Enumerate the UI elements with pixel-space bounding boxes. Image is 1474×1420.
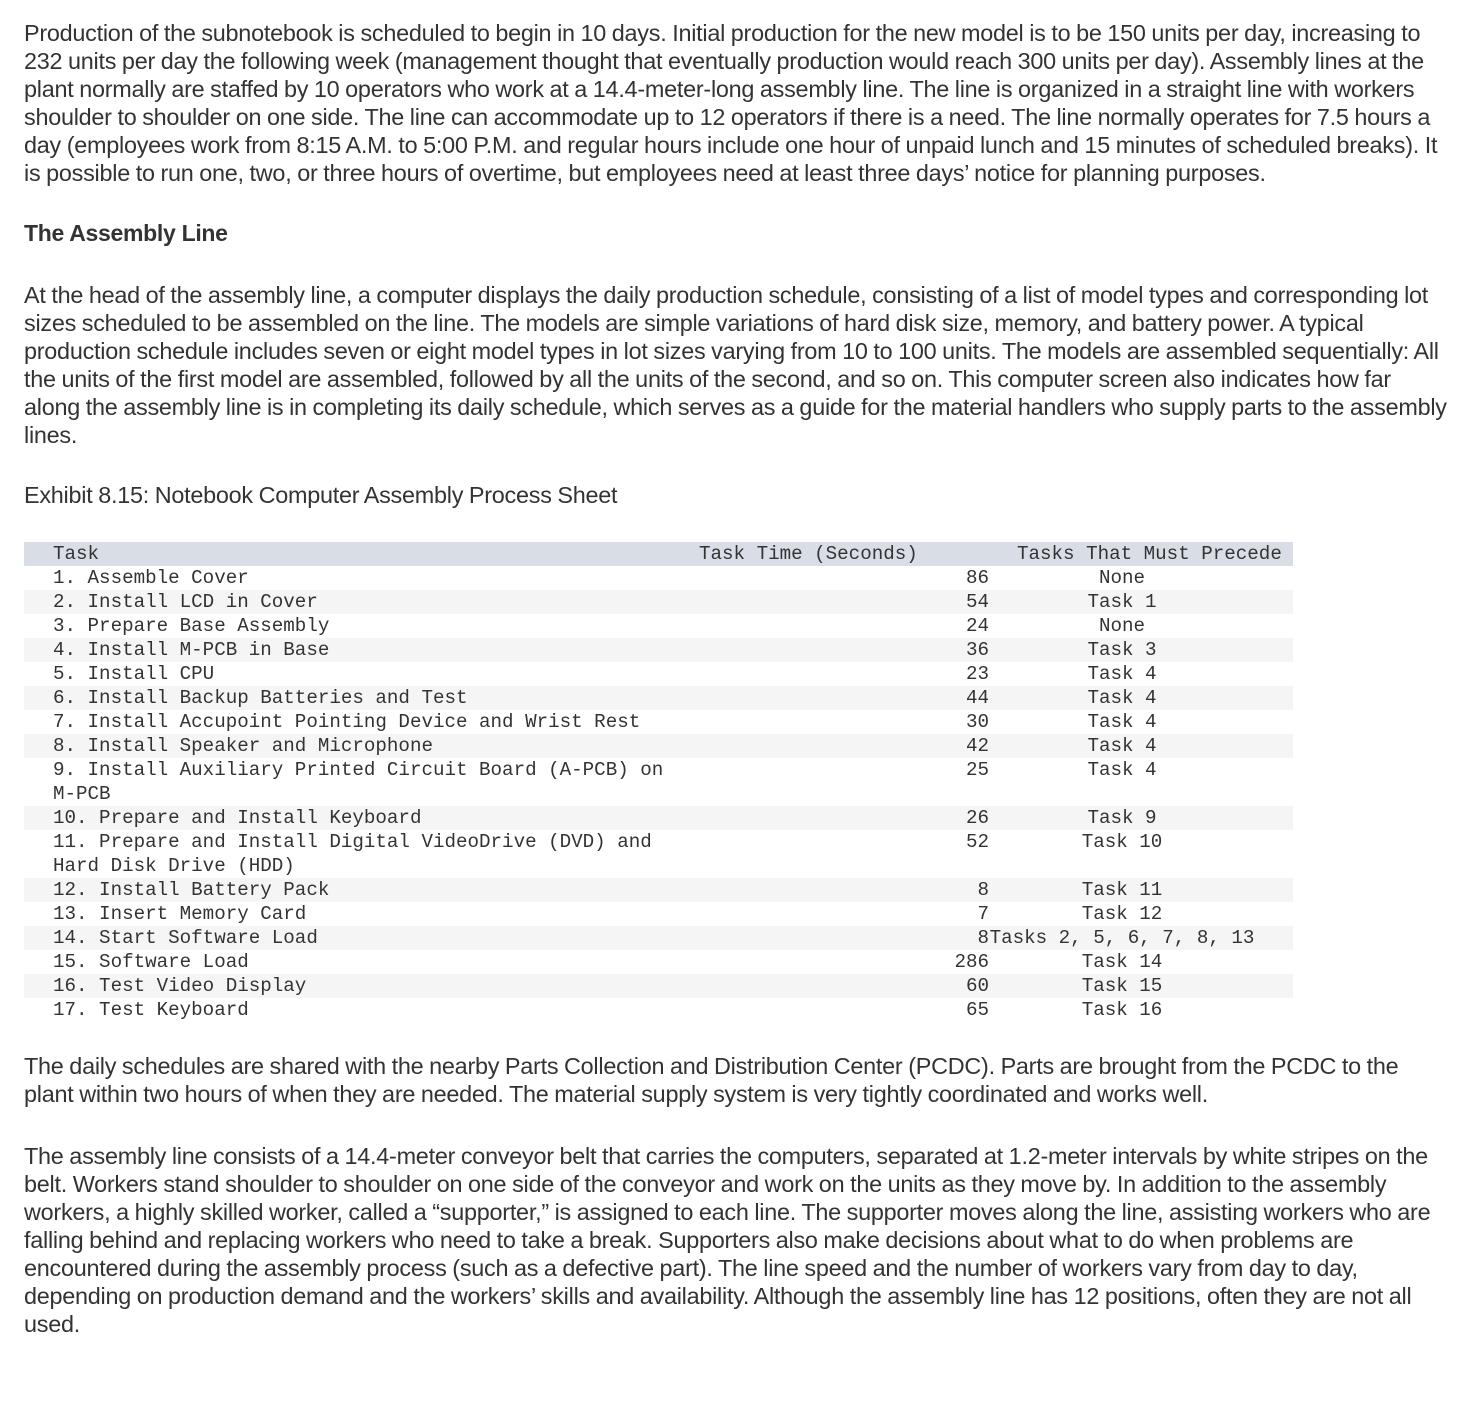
- cell-task: 5. Install CPU: [53, 663, 215, 685]
- table-row: [24, 734, 1293, 758]
- cell-precede: Task 3: [1087, 639, 1157, 661]
- conveyor-paragraph: The assembly line consists of a 14.4-meter conveyor belt that carries the computers, separated at 1.2-meter intervals by white stripes on the belt. Workers stand shoulder to shoulder on one side of the conveyor and work on the units as they move by. In addition to the assembly workers, a highly skilled worker, called a “supporter,” is assigned to each line. The supporter moves along the line, assisting workers who are falling behind and replacing workers who need to take a break. Supporters also make decisions about what to do when problems are encountered during the assembly process (such as a defective part). The line speed and the number of workers vary from day to day, depending on production demand and the workers’ skills and availability. Although the assembly line has 12 positions, often they are not all used.: [24, 1143, 1431, 1337]
- cell-task: 17. Test Keyboard: [53, 999, 249, 1021]
- table-row: [24, 902, 1293, 926]
- cell-time: 8: [977, 927, 989, 949]
- header-task: Task: [53, 543, 100, 565]
- cell-time: 86: [965, 567, 989, 589]
- cell-time: 26: [965, 807, 989, 829]
- header-precede: Tasks That Must Precede: [1017, 543, 1282, 565]
- table-row: [24, 686, 1293, 710]
- assembly-head-paragraph: At the head of the assembly line, a computer displays the daily production schedule, consisting of a list of model types and corresponding lot sizes scheduled to be assembled on the line. The models are simple variations of hard disk size, memory, and battery power. A typical production schedule includes seven or eight model types in lot sizes varying from 10 to 100 units. The models are assembled sequentially: All the units of the first model are assembled, followed by all the units of the second, and so on. This computer screen also indicates how far along the assembly line is in completing its daily schedule, which serves as a guide for the material handlers who supply parts to the assembly lines.: [24, 282, 1447, 448]
- cell-task: 6. Install Backup Batteries and Test: [53, 687, 468, 709]
- exhibit-caption: Exhibit 8.15: Notebook Computer Assembly Process Sheet: [24, 482, 618, 508]
- cell-task: 2. Install LCD in Cover: [53, 591, 318, 613]
- cell-time: 60: [965, 975, 989, 997]
- table-row: [24, 590, 1293, 614]
- cell-task: 11. Prepare and Install Digital VideoDrive (DVD) and Hard Disk Drive (HDD): [53, 831, 652, 877]
- header-task-time: Task Time (Seconds): [699, 543, 918, 565]
- cell-time: 25: [965, 759, 989, 781]
- table-row: [24, 926, 1293, 950]
- cell-precede: Task 14: [1081, 951, 1163, 973]
- cell-task: 3. Prepare Base Assembly: [53, 615, 330, 637]
- process-sheet-table: [24, 542, 1293, 1022]
- cell-task: 12. Install Battery Pack: [53, 879, 330, 901]
- pcdc-paragraph: The daily schedules are shared with the nearby Parts Collection and Distribution Center (PCDC). Parts are brought from the PCDC to the plant within two hours of when they are needed. The material supply system is very tightly coordinated and works well.: [24, 1053, 1399, 1107]
- cell-time: 54: [965, 591, 989, 613]
- cell-task: 9. Install Auxiliary Printed Circuit Board (A-PCB) on M-PCB: [53, 759, 664, 805]
- cell-time: 24: [965, 615, 989, 637]
- table-row: [24, 974, 1293, 998]
- cell-time: 8: [977, 879, 989, 901]
- cell-precede: Task 4: [1087, 687, 1157, 709]
- cell-precede: Task 9: [1087, 807, 1157, 829]
- cell-time: 286: [954, 951, 989, 973]
- cell-precede: Task 11: [1081, 879, 1163, 901]
- cell-time: 65: [965, 999, 989, 1021]
- cell-precede: Task 15: [1081, 975, 1163, 997]
- table-row: [24, 710, 1293, 734]
- cell-time: 30: [965, 711, 989, 733]
- cell-precede: Tasks 2, 5, 6, 7, 8, 13: [989, 927, 1255, 949]
- cell-precede: Task 4: [1087, 735, 1157, 757]
- cell-time: 42: [965, 735, 989, 757]
- cell-task: 1. Assemble Cover: [53, 567, 249, 589]
- cell-precede: None: [1098, 567, 1146, 589]
- table-row: [24, 878, 1293, 902]
- cell-precede: Task 16: [1081, 999, 1163, 1021]
- cell-task: 8. Install Speaker and Microphone: [53, 735, 433, 757]
- table-row: [24, 638, 1293, 662]
- table-row: [24, 614, 1293, 638]
- table-row: [24, 566, 1293, 590]
- cell-precede: Task 1: [1087, 591, 1157, 613]
- cell-precede: Task 4: [1087, 663, 1157, 685]
- cell-task: 15. Software Load: [53, 951, 249, 973]
- section-heading: The Assembly Line: [24, 220, 228, 246]
- cell-precede: Task 12: [1081, 903, 1163, 925]
- cell-time: 23: [965, 663, 989, 685]
- cell-task: 16. Test Video Display: [53, 975, 307, 997]
- cell-task: 13. Insert Memory Card: [53, 903, 307, 925]
- cell-task: 4. Install M-PCB in Base: [53, 639, 330, 661]
- cell-task: 10. Prepare and Install Keyboard: [53, 807, 422, 829]
- cell-time: 52: [965, 831, 989, 853]
- table-row: [24, 662, 1293, 686]
- table-row: [24, 806, 1293, 830]
- table-row: [24, 758, 1293, 806]
- cell-precede: Task 10: [1081, 831, 1163, 853]
- cell-time: 44: [965, 687, 989, 709]
- intro-paragraph: Production of the subnotebook is scheduled to begin in 10 days. Initial production for the new model is to be 150 units per day, increasing to 232 units per day the following week (management thought that eventually production would reach 300 units per day). Assembly lines at the plant normally are staffed by 10 operators who work at a 14.4-meter-long assembly line. The line is organized in a straight line with workers shoulder to shoulder on one side. The line can accommodate up to 12 operators if there is a need. The line normally operates for 7.5 hours a day (employees work from 8:15 A.M. to 5:00 P.M. and regular hours include one hour of unpaid lunch and 15 minutes of scheduled breaks). It is possible to run one, two, or three hours of overtime, but employees need at least three days’ notice for planning purposes.: [24, 20, 1438, 186]
- cell-task: 7. Install Accupoint Pointing Device and Wrist Rest: [53, 711, 641, 733]
- cell-precede: Task 4: [1087, 711, 1157, 733]
- table-header-row: [24, 542, 1293, 566]
- table-row: [24, 998, 1293, 1022]
- cell-time: 36: [965, 639, 989, 661]
- table-row: [24, 830, 1293, 878]
- cell-task: 14. Start Software Load: [53, 927, 318, 949]
- cell-precede: None: [1098, 615, 1146, 637]
- cell-precede: Task 4: [1087, 759, 1157, 781]
- cell-time: 7: [977, 903, 989, 925]
- table-row: [24, 950, 1293, 974]
